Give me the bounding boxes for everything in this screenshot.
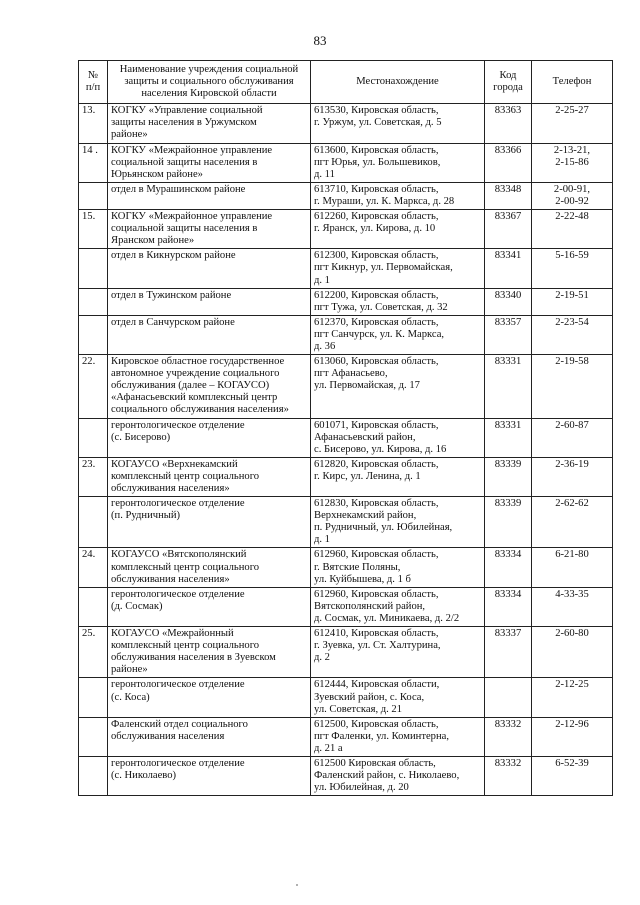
institution-name-line: КОГАУСО «Межрайонный <box>111 628 234 640</box>
institution-name-line: социальной защиты населения в <box>111 156 258 168</box>
row-number <box>79 678 108 717</box>
address <box>311 249 485 288</box>
institution-name <box>108 355 311 418</box>
address-line: пгт Санчурск, ул. К. Маркса, <box>314 328 445 340</box>
city-code: 83331 <box>485 418 532 457</box>
institution-name-line: комплексный центр социального <box>111 561 260 573</box>
table-row <box>79 457 613 496</box>
phone <box>532 548 613 587</box>
address-line: Вятскополянский район, <box>314 600 426 612</box>
table-row <box>79 756 613 795</box>
address-line: 612960, Кировская область, <box>314 549 439 561</box>
institution-name <box>108 587 311 626</box>
address-line: д. 36 <box>314 340 336 352</box>
city-code: 83340 <box>485 288 532 315</box>
address-line: 612830, Кировская область, <box>314 498 439 510</box>
institution-name <box>108 249 311 288</box>
address-line: пгт Афанасьево, <box>314 368 388 380</box>
institution-name <box>108 418 311 457</box>
address <box>311 717 485 756</box>
institution-name-line: районе» <box>111 664 148 676</box>
row-number <box>79 587 108 626</box>
institution-name-line: Яранском районе» <box>111 235 195 247</box>
city-code <box>485 678 532 717</box>
address-line: ул. Куйбышева, д. 1 б <box>314 573 411 585</box>
address-line: 612820, Кировская область, <box>314 458 439 470</box>
city-code: 83332 <box>485 756 532 795</box>
institution-name-line: геронтологическое отделение <box>111 498 245 510</box>
institution-name <box>108 678 311 717</box>
institution-name-line: геронтологическое отделение <box>111 757 245 769</box>
address-line: д. 2 <box>314 652 330 664</box>
address-line: с. Бисерово, ул. Кирова, д. 16 <box>314 443 447 455</box>
institution-name <box>108 143 311 182</box>
table-row <box>79 717 613 756</box>
table-row <box>79 182 613 209</box>
row-number: 25. <box>79 627 108 678</box>
table-row <box>79 587 613 626</box>
address-line: Фаленский район, с. Николаево, <box>314 770 460 782</box>
institution-name-line: геронтологическое отделение <box>111 588 245 600</box>
institution-name-line: обслуживания населения в Зуевском <box>111 652 276 664</box>
table-row <box>79 315 613 354</box>
phone-line: 6-21-80 <box>555 549 589 561</box>
phone <box>532 104 613 143</box>
header-num-line: № <box>87 70 99 82</box>
address-line: 612960, Кировская область, <box>314 588 439 600</box>
phone-line: 4-33-35 <box>555 588 589 600</box>
institution-name-line: КОГКУ «Межрайонное управление <box>111 144 273 156</box>
city-code: 83341 <box>485 249 532 288</box>
institution-name <box>108 210 311 249</box>
institution-name-line: (п. Рудничный) <box>111 510 181 522</box>
phone <box>532 587 613 626</box>
address-line: 613710, Кировская область, <box>314 183 439 195</box>
header-name <box>108 61 311 104</box>
address-line: пгт Юрья, ул. Большевиков, <box>314 156 441 168</box>
address-line: пгт Тужа, ул. Советская, д. 32 <box>314 301 448 313</box>
institution-name <box>108 104 311 143</box>
address <box>311 548 485 587</box>
address-line: 612370, Кировская область, <box>314 316 439 328</box>
address-line: ул. Первомайская, д. 17 <box>314 380 420 392</box>
address-line: 612200, Кировская область, <box>314 289 439 301</box>
address-line: г. Мураши, ул. К. Маркса, д. 28 <box>314 195 455 207</box>
address <box>311 182 485 209</box>
address <box>311 104 485 143</box>
phone-line: 5-16-59 <box>555 250 589 262</box>
row-number <box>79 288 108 315</box>
scan-speck <box>296 884 298 886</box>
header-num-line: п/п <box>85 82 101 94</box>
phone-line: 2-12-25 <box>555 679 589 691</box>
city-code: 83331 <box>485 355 532 418</box>
row-number <box>79 756 108 795</box>
header-name-line: защиты и социального обслуживания <box>124 76 294 88</box>
table-row <box>79 249 613 288</box>
row-number <box>79 182 108 209</box>
institutions-table <box>78 60 613 796</box>
institution-name-line: обслуживания населения» <box>111 483 230 494</box>
address <box>311 288 485 315</box>
address <box>311 756 485 795</box>
row-number: 15. <box>79 210 108 249</box>
institution-name-line: геронтологическое отделение <box>111 679 245 691</box>
institution-name-line: геронтологическое отделение <box>111 419 245 431</box>
institution-name <box>108 288 311 315</box>
phone-line: 2-15-86 <box>555 156 589 168</box>
phone <box>532 497 613 548</box>
phone-line: 2-00-91, <box>553 183 591 195</box>
phone-line: 2-22-48 <box>555 211 589 223</box>
address-line: г. Уржум, ул. Советская, д. 5 <box>314 117 442 129</box>
phone <box>532 182 613 209</box>
institution-name-line: защиты населения в Уржумском <box>111 117 257 129</box>
institution-name-line: обслуживания населения <box>111 730 225 742</box>
phone <box>532 717 613 756</box>
header-code-line: Код <box>499 70 517 82</box>
table-row <box>79 210 613 249</box>
row-number <box>79 315 108 354</box>
row-number: 24. <box>79 548 108 587</box>
phone-line: 2-13-21, <box>553 144 591 156</box>
phone <box>532 756 613 795</box>
address-line: 612260, Кировская область, <box>314 211 439 223</box>
address-line: 612410, Кировская область, <box>314 628 439 640</box>
page-number: 83 <box>313 33 327 48</box>
institution-name-line: социальной защиты населения в <box>111 223 258 235</box>
city-code: 83357 <box>485 315 532 354</box>
institution-name-line: отдел в Тужинском районе <box>111 289 232 301</box>
institution-name-line: отдел в Мурашинском районе <box>111 183 246 195</box>
city-code: 83339 <box>485 497 532 548</box>
header-num <box>79 61 108 104</box>
table-row <box>79 548 613 587</box>
table-row <box>79 418 613 457</box>
address-line: 601071, Кировская область, <box>314 419 439 431</box>
row-number: 22. <box>79 355 108 418</box>
address-line: Зуевский район, с. Коса, <box>314 691 425 703</box>
table-row <box>79 104 613 143</box>
institution-name <box>108 548 311 587</box>
address-line: д. 1 <box>314 274 330 286</box>
institution-name-line: обслуживания населения» <box>111 573 230 585</box>
address-line: д. Сосмак, ул. Миникаева, д. 2/2 <box>314 612 460 624</box>
city-code: 83363 <box>485 104 532 143</box>
phone <box>532 627 613 678</box>
address-line: г. Яранск, ул. Кирова, д. 10 <box>314 223 436 235</box>
header-address: Местонахождение <box>311 61 485 104</box>
city-code: 83339 <box>485 457 532 496</box>
header-name-line: Наименование учреждения социальной <box>119 64 299 75</box>
institution-name-line: отдел в Санчурском районе <box>111 316 235 328</box>
address-line: Верхнекамский район, <box>314 510 417 522</box>
phone-line: 6-52-39 <box>555 757 589 769</box>
institution-name <box>108 497 311 548</box>
phone <box>532 288 613 315</box>
table-row <box>79 678 613 717</box>
address-line: 612500 Кировская область, <box>314 757 436 769</box>
institution-name-line: КОГКУ «Управление социальной <box>111 105 263 117</box>
address <box>311 497 485 548</box>
address-line: г. Вятские Поляны, <box>314 561 401 573</box>
city-code: 83366 <box>485 143 532 182</box>
phone-line: 2-12-96 <box>555 718 589 730</box>
institution-name-line: (д. Сосмак) <box>111 600 163 612</box>
institution-name-line: (с. Бисерово) <box>111 431 171 443</box>
address-line: д. 1 <box>314 534 330 546</box>
phone <box>532 457 613 496</box>
institution-name-line: комплексный центр социального <box>111 640 260 652</box>
phone <box>532 355 613 418</box>
address <box>311 587 485 626</box>
address <box>311 627 485 678</box>
institution-name-line: КОГАУСО «Вятскополянский <box>111 549 247 561</box>
row-number <box>79 418 108 457</box>
address <box>311 143 485 182</box>
phone-line: 2-00-92 <box>555 195 589 207</box>
institution-name-line: «Афанасьевский комплексный центр <box>111 392 278 404</box>
row-number <box>79 717 108 756</box>
institution-name-line: КОГАУСО «Верхнекамский <box>111 458 238 470</box>
table-row <box>79 627 613 678</box>
header-name-line: населения Кировской области <box>141 88 277 100</box>
phone <box>532 249 613 288</box>
address <box>311 355 485 418</box>
address-line: д. 11 <box>314 168 335 180</box>
address-line: Афанасьевский район, <box>314 431 416 443</box>
address <box>311 315 485 354</box>
address-line: 612444, Кировская области, <box>314 679 440 691</box>
address <box>311 418 485 457</box>
address <box>311 210 485 249</box>
phone <box>532 418 613 457</box>
phone-line: 2-62-62 <box>555 498 589 510</box>
phone-line: 2-60-87 <box>555 419 589 431</box>
address-line: г. Зуевка, ул. Ст. Халтурина, <box>314 640 441 652</box>
city-code: 83332 <box>485 717 532 756</box>
address-line: п. Рудничный, ул. Юбилейная, <box>314 522 453 534</box>
phone-line: 2-60-80 <box>555 628 589 640</box>
institution-name <box>108 315 311 354</box>
row-number <box>79 497 108 548</box>
phone <box>532 210 613 249</box>
institution-name-line: Кировское областное государственное <box>111 356 285 368</box>
address-line: 613530, Кировская область, <box>314 105 439 117</box>
phone-line: 2-36-19 <box>555 458 589 470</box>
institution-name-line: автономное учреждение социального <box>111 368 280 380</box>
institution-name-line: Фаленский отдел социального <box>111 718 248 730</box>
phone <box>532 678 613 717</box>
address-line: г. Кирс, ул. Ленина, д. 1 <box>314 470 421 482</box>
institution-name <box>108 717 311 756</box>
address-line: 612300, Кировская область, <box>314 250 439 262</box>
institution-name-line: комплексный центр социального <box>111 470 260 482</box>
institution-name-line: (с. Коса) <box>111 691 150 703</box>
city-code: 83334 <box>485 587 532 626</box>
address-line: 612500, Кировская область, <box>314 718 439 730</box>
table-header-row <box>79 61 613 104</box>
phone-line: 2-19-58 <box>555 356 589 368</box>
table-body <box>79 104 613 796</box>
row-number: 13. <box>79 104 108 143</box>
table-row <box>79 288 613 315</box>
institution-name <box>108 457 311 496</box>
city-code: 83348 <box>485 182 532 209</box>
institution-name <box>108 182 311 209</box>
institution-name <box>108 756 311 795</box>
address-line: пгт Кикнур, ул. Первомайская, <box>314 262 453 274</box>
institution-name-line: (с. Николаево) <box>111 770 177 782</box>
header-phone: Телефон <box>532 61 613 104</box>
row-number: 23. <box>79 457 108 496</box>
phone-line: 2-19-51 <box>555 289 589 301</box>
row-number <box>79 249 108 288</box>
row-number: 14 . <box>79 143 108 182</box>
phone <box>532 143 613 182</box>
institution-name-line: социального обслуживания населения» <box>111 404 289 416</box>
phone-line: 2-25-27 <box>555 105 589 117</box>
phone <box>532 315 613 354</box>
address-line: пгт Фаленки, ул. Коминтерна, <box>314 730 449 742</box>
table-row <box>79 143 613 182</box>
institution-name-line: обслуживания (далее – КОГАУСО) <box>111 380 270 392</box>
table-row <box>79 355 613 418</box>
address <box>311 678 485 717</box>
address-line: ул. Советская, д. 21 <box>314 703 403 715</box>
address-line: 613600, Кировская область, <box>314 144 439 156</box>
city-code: 83367 <box>485 210 532 249</box>
institution-name <box>108 627 311 678</box>
header-code <box>485 61 532 104</box>
city-code: 83334 <box>485 548 532 587</box>
table-row <box>79 497 613 548</box>
institution-name-line: КОГКУ «Межрайонное управление <box>111 211 273 223</box>
institution-name-line: отдел в Кикнурском районе <box>111 250 236 262</box>
institution-name-line: районе» <box>111 129 148 141</box>
institution-name-line: Юрьянском районе» <box>111 168 203 180</box>
phone-line: 2-23-54 <box>555 316 589 328</box>
address <box>311 457 485 496</box>
city-code: 83337 <box>485 627 532 678</box>
header-code-line: города <box>493 82 523 94</box>
address-line: 613060, Кировская область, <box>314 356 439 368</box>
address-line: ул. Юбилейная, д. 20 <box>314 782 409 794</box>
address-line: д. 21 а <box>314 742 343 754</box>
